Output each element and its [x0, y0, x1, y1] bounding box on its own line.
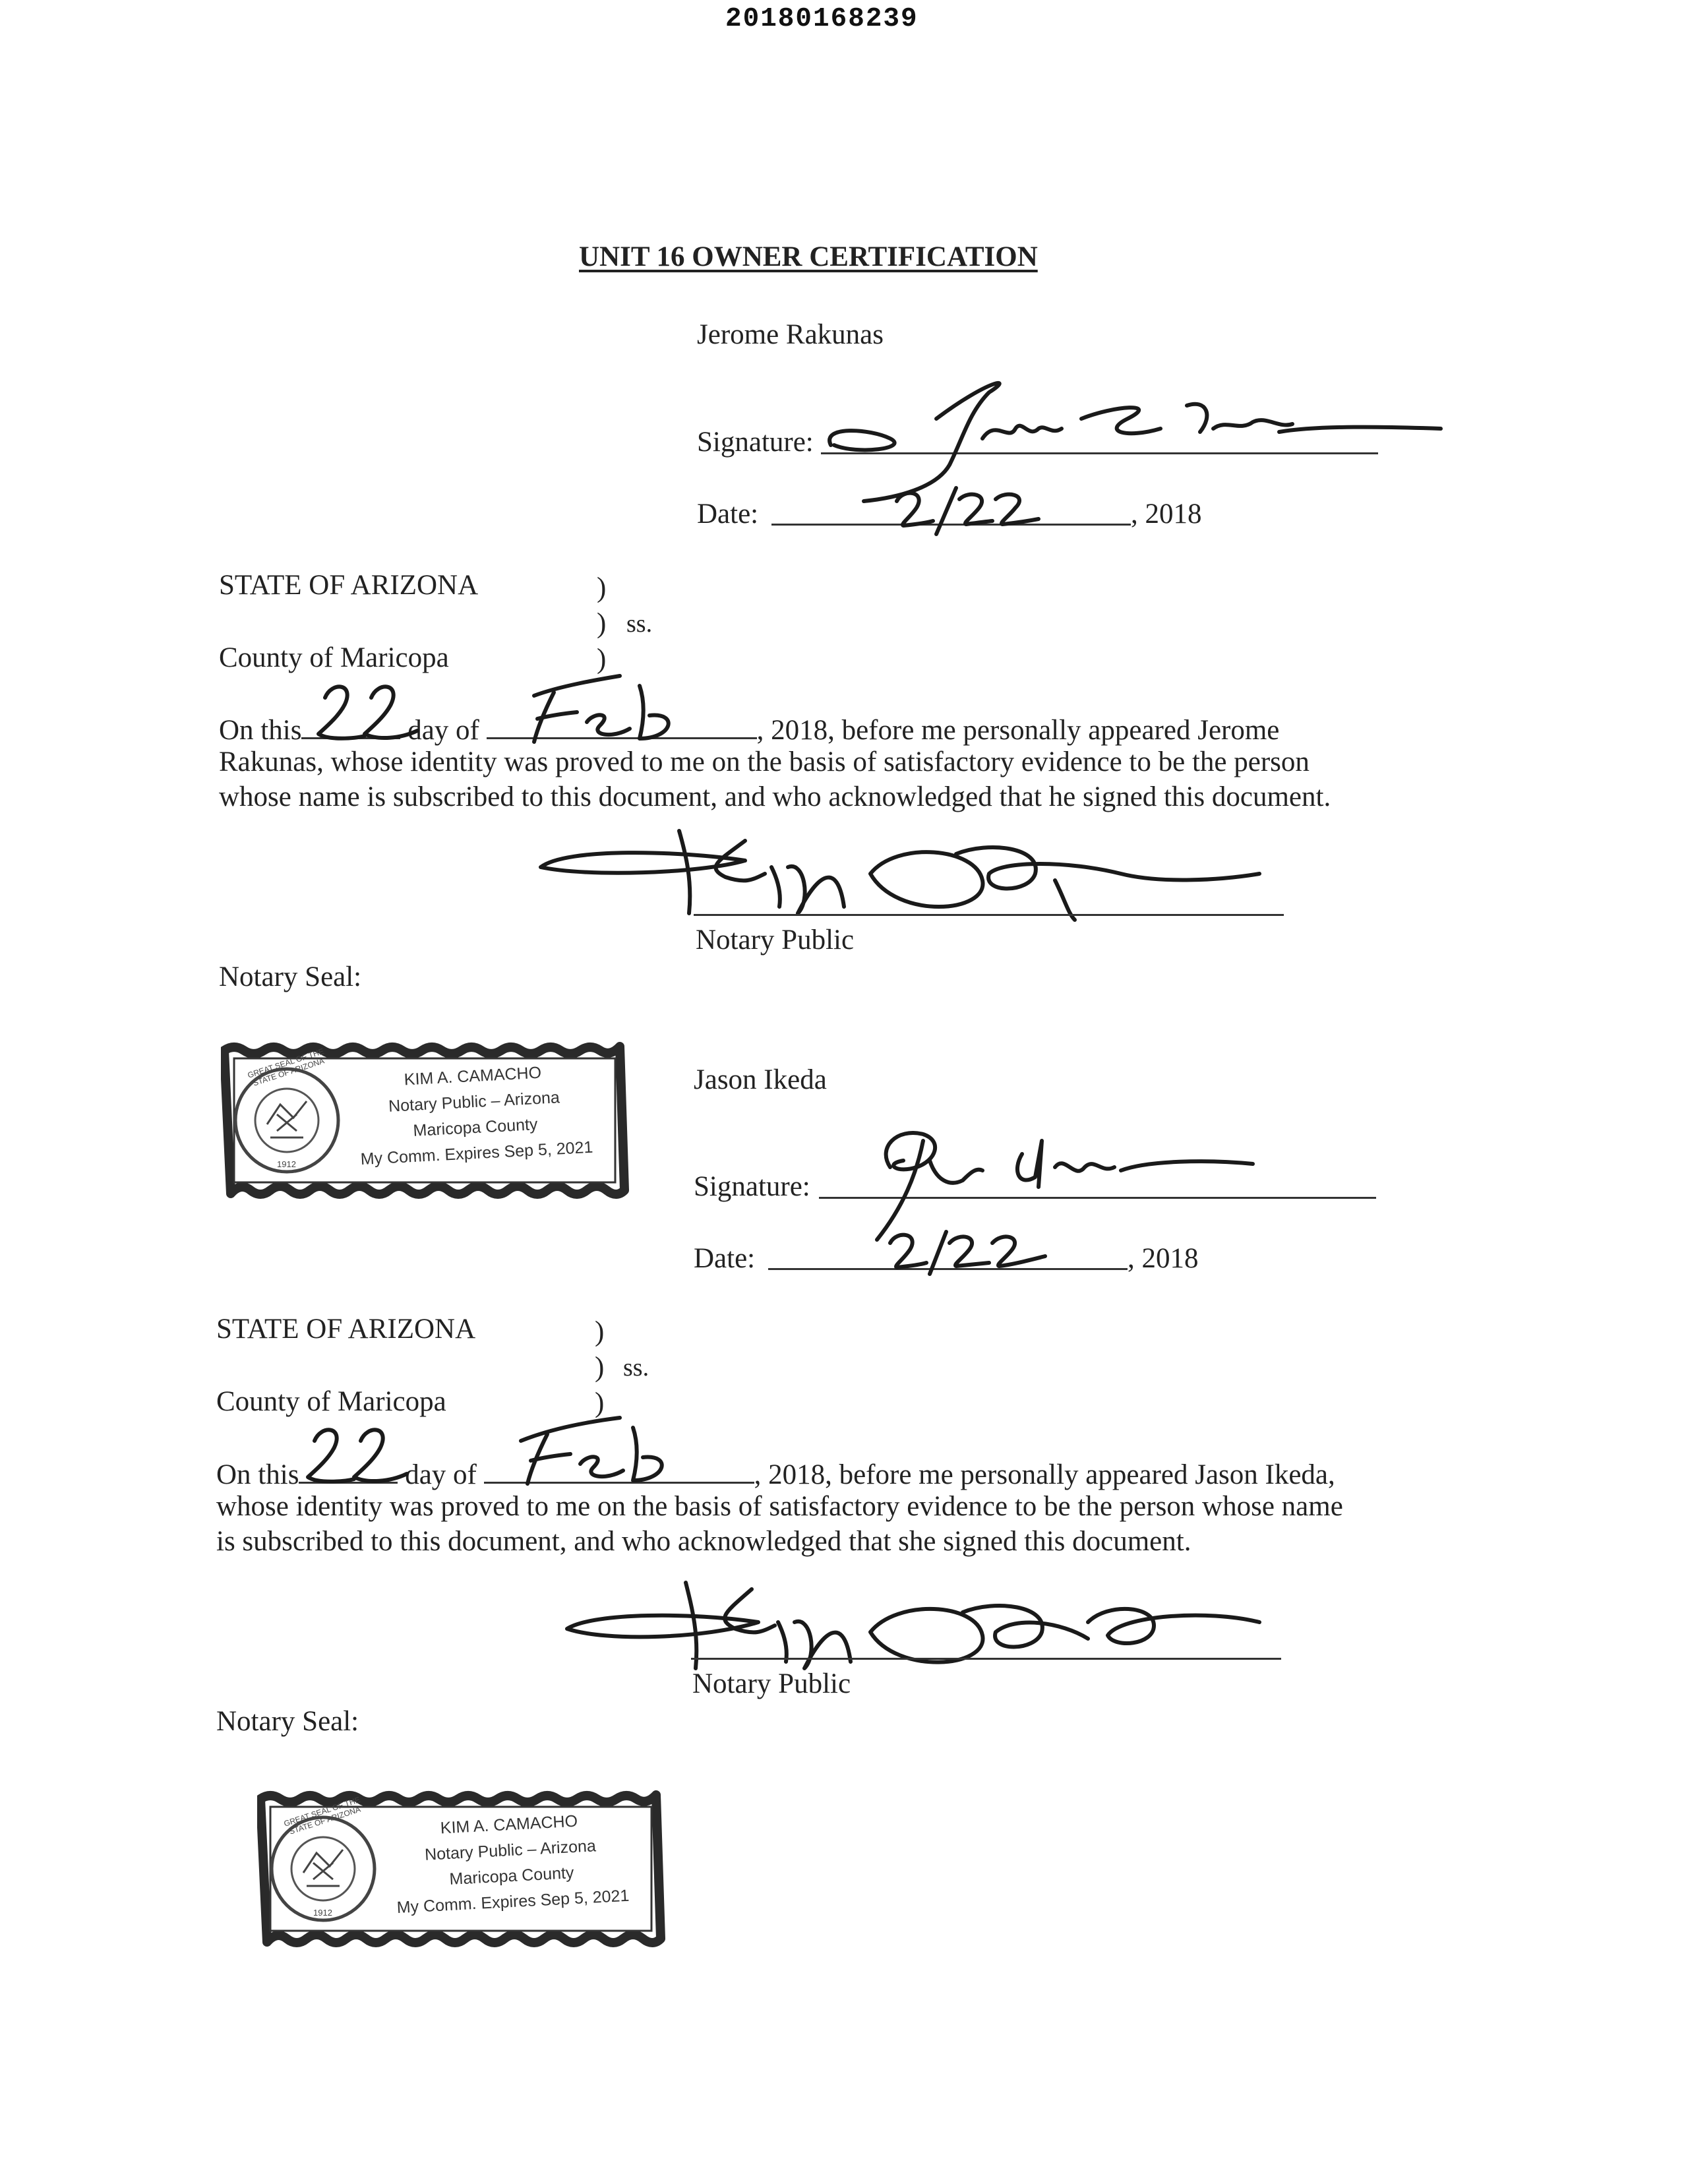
date-year: , 2018 [1131, 499, 1202, 530]
date-label: Date: [697, 499, 759, 530]
day-of: day of [405, 1459, 477, 1490]
notary-signature [528, 821, 1286, 926]
seal-notary-name: KIM A. CAMACHO [404, 1063, 542, 1089]
seal-county: Maricopa County [412, 1115, 539, 1140]
seal-details [340, 1057, 609, 1174]
notary-line [691, 1658, 1281, 1660]
paren: ) [595, 1387, 605, 1418]
owner-signature [837, 1108, 1259, 1246]
notary-seal-stamp [221, 1039, 630, 1199]
notary-public-label: Notary Public [692, 1668, 851, 1699]
state-label: STATE OF ARIZONA [216, 1314, 476, 1345]
notary-seal-label: Notary Seal: [216, 1706, 359, 1737]
paren: ) [595, 1316, 605, 1347]
document-title: UNIT 16 OWNER CERTIFICATION [579, 241, 1038, 272]
paren: ) [597, 572, 607, 603]
acknowledgment-line-2: whose identity was proved to me on the basis of satisfactory evidence to be the person whose name [216, 1491, 1343, 1522]
day-of: day of [407, 715, 479, 746]
seal-notary-name: KIM A. CAMACHO [440, 1811, 578, 1838]
on-this: On this [219, 715, 302, 746]
ack-tail: , 2018, before me personally appeared Jason Ikeda, [754, 1459, 1335, 1490]
seal-emblem-year: 1912 [277, 1159, 296, 1169]
handwritten-month [508, 1411, 679, 1487]
handwritten-day [315, 678, 421, 744]
on-this: On this [216, 1459, 299, 1490]
seal-emblem-year: 1912 [313, 1908, 332, 1918]
seal-expiration: My Comm. Expires Sep 5, 2021 [360, 1138, 593, 1169]
owner-name: Jason Ikeda [694, 1064, 827, 1095]
notary-seal-label: Notary Seal: [219, 961, 362, 992]
owner-name: Jerome Rakunas [697, 319, 884, 350]
seal-expiration: My Comm. Expires Sep 5, 2021 [396, 1886, 630, 1918]
notary-seal-stamp [257, 1787, 666, 1947]
seal-emblem-text: GREAT SEAL OF THE STATE OF ARIZONA [282, 1795, 362, 1836]
handwritten-month [514, 673, 686, 745]
paren: ) [597, 608, 607, 639]
notary-signature [560, 1576, 1286, 1675]
ss-label: ss. [626, 610, 653, 638]
document-number: 20180168239 [725, 4, 919, 34]
seal-details [377, 1805, 646, 1922]
paren: ) [597, 644, 607, 675]
acknowledgment-line-3: is subscribed to this document, and who acknowledged that she signed this document. [216, 1526, 1191, 1557]
ss-label: ss. [623, 1354, 649, 1381]
owner-signature [818, 366, 1444, 504]
seal-emblem-text: GREAT SEAL OF THE STATE OF ARIZONA [246, 1046, 326, 1088]
notary-line [694, 914, 1284, 916]
handwritten-day [305, 1421, 410, 1487]
county-label: County of Maricopa [219, 642, 449, 673]
handwritten-date [884, 1227, 1048, 1279]
acknowledgment-line-2: Rakunas, whose identity was proved to me on the basis of satisfactory evidence to be the person [219, 746, 1310, 777]
notary-public-label: Notary Public [696, 925, 855, 956]
paren: ) [595, 1352, 605, 1383]
signature-label: Signature: [697, 427, 814, 458]
state-label: STATE OF ARIZONA [219, 570, 479, 601]
seal-county: Maricopa County [448, 1864, 575, 1889]
seal-notary-title: Notary Public – Arizona [388, 1088, 560, 1116]
seal-notary-title: Notary Public – Arizona [424, 1836, 597, 1864]
county-label: County of Maricopa [216, 1386, 446, 1417]
acknowledgment-line-3: whose name is subscribed to this document, and who acknowledged that he signed this document. [219, 781, 1331, 812]
date-year: , 2018 [1128, 1243, 1199, 1274]
signature-label: Signature: [694, 1171, 810, 1202]
handwritten-date [890, 485, 1042, 537]
date-label: Date: [694, 1243, 756, 1274]
ack-tail: , 2018, before me personally appeared Jerome [756, 715, 1280, 746]
